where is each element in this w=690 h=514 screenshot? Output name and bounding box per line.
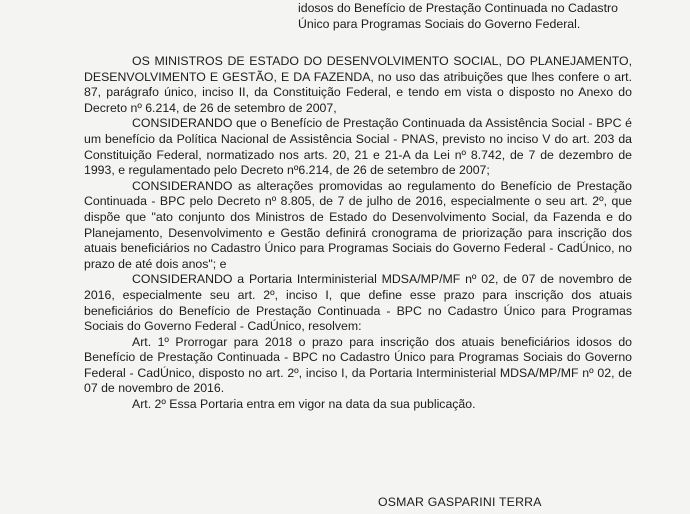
preamble-paragraph xyxy=(84,54,632,116)
article-paragraph xyxy=(84,335,632,397)
considerando-paragraph xyxy=(84,272,632,334)
paragraph-text: as alterações promovidas ao regulamento do Benefício de Prestação Continuada - BPC pelo Decreto nº 8.805, de 7 de julho de 2016, especialmente o seu art. 2º, que dispõe que "ato conjunto dos Ministros de Estado do Desenvolvimento Social, da Fazenda e do Planejamento, Desenvolvimento e Gestão definirá cronograma de priorização para inscrição dos atuais beneficiários no Cadastro Único para Programas Sociais do Governo Federal - CadÚnico, no prazo de até dois anos"; e xyxy=(84,178,632,271)
considerando-paragraph xyxy=(84,179,632,273)
ementa-line: Único para Programas Sociais do Governo Federal. xyxy=(298,17,581,31)
ementa-line: idosos do Benefício de Prestação Continuada no Cadastro xyxy=(298,1,618,15)
signature-name: OSMAR GASPARINI TERRA xyxy=(378,495,542,509)
paragraph-lead-word: CONSIDERANDO xyxy=(132,272,233,287)
article-paragraph xyxy=(84,397,632,413)
paragraph-text: a Portaria Interministerial MDSA/MP/MF nº 02, de 07 de novembro de 2016, especialmente seu art. 2º, inciso I, que define esse prazo para inscrição dos atuais beneficiários do Benefício de Prestação Continuada - BPC no Cadastro Único para Programas Sociais do Governo Federal - CadÚnico, resolvem: xyxy=(84,272,632,334)
paragraph-text: que o Benefício de Prestação Continuada da Assistência Social - BPC é um benefício da Política Nacional de Assistência Social - PNAS, previsto no inciso V do art. 203 da Constituição Federal, normatizado nos arts. 20, 21 e 21-A da Lei nº 8.742, de 7 de dezembro de 1993, e regulamentado pelo Decreto nº6.214, de 26 de setembro de 2007; xyxy=(84,116,632,178)
considerando-paragraph xyxy=(84,116,632,178)
paragraph-text: Art. 2º Essa Portaria entra em vigor na data da sua publicação. xyxy=(132,397,476,412)
document-body xyxy=(84,54,632,413)
paragraph-lead-word: CONSIDERANDO xyxy=(132,178,233,193)
paragraph-text: OS MINISTROS DE ESTADO DO DESENVOLVIMENTO SOCIAL, DO PLANEJAMENTO, DESENVOLVIMENTO E GESTÃO, E DA FAZENDA, no uso das atribuições que lhes confere o art. 87, parágrafo único, inciso II, da Constituição Federal, e tendo em vista o disposto no Anexo do Decreto nº 6.214, de 26 de setembro de 2007, xyxy=(84,54,632,115)
paragraph-lead-word: CONSIDERANDO xyxy=(132,116,233,131)
ementa xyxy=(298,0,628,32)
paragraph-text: Art. 1º Prorrogar para 2018 o prazo para inscrição dos atuais beneficiários idosos do Benefício de Prestação Continuada - BPC no Cadastro Único para Programas Sociais do Governo Federal - CadÚnico, disposto no art. 2º, inciso I, da Portaria Interministerial MDSA/MP/MF nº 02, de 07 de novembro de 2016. xyxy=(84,334,632,396)
